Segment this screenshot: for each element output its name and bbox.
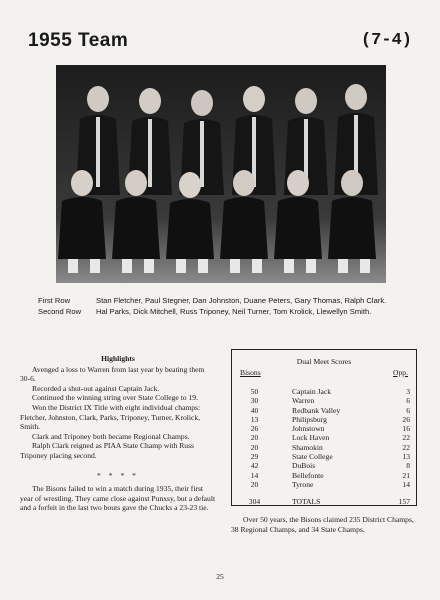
opponent-score: 13: [402, 452, 410, 462]
page-number: 25: [216, 572, 224, 581]
bisons-score: 30: [250, 396, 259, 406]
highlights-section: [20, 354, 216, 513]
page-title: 1955 Team: [28, 30, 129, 51]
opponent-score: 6: [406, 405, 410, 415]
caption-row-names: Hal Parks, Dick Mitchell, Russ Triponey, Neil Turner, Tom Krolick, Llewellyn Smith.: [96, 306, 372, 316]
section-divider-stars: * * * *: [97, 470, 139, 480]
opponent-score: 26: [402, 414, 410, 424]
opponent-score: 21: [402, 470, 410, 480]
highlight-paragraph: Avenged a loss to Warren from last year by beating them 30-6.: [20, 364, 205, 384]
caption-row: [38, 296, 418, 307]
opponent-score: 8: [406, 461, 410, 471]
table-row: [232, 461, 416, 470]
table-row: [232, 415, 416, 424]
bisons-score: 26: [250, 424, 259, 434]
highlight-paragraph: Ralph Clark reigned as PIAA State Champ with Russ Triponey placing second.: [20, 441, 194, 460]
team-photo-icon: [56, 65, 386, 283]
table-header: [232, 368, 416, 377]
bisons-score: 14: [250, 470, 259, 480]
table-row: [232, 424, 416, 433]
bisons-total: 304: [248, 497, 261, 507]
highlight-paragraph: Continued the winning string over State College to 19.: [32, 393, 198, 403]
table-row: [232, 387, 416, 396]
table-row: [232, 406, 416, 415]
season-record: (7-4): [360, 31, 412, 50]
bisons-score: 42: [250, 461, 259, 471]
opponent-name: Bellefonte: [292, 470, 324, 480]
totals-label: TOTALS: [292, 497, 321, 507]
bisons-score: 20: [250, 442, 259, 452]
summary-paragraph: Over 50 years, the Bisons claimed 235 District Champs, 38 Regional Champs, and 34 State Champs.: [231, 515, 414, 534]
caption-row: [38, 307, 418, 318]
opponent-name: State College: [292, 452, 333, 462]
opponent-name: Captain Jack: [292, 387, 332, 396]
opponent-name: Philipsburg: [292, 414, 327, 424]
opponent-score: 14: [402, 479, 410, 489]
opponent-name: Warren: [292, 396, 315, 406]
highlight-paragraph: Clark and Triponey both became Regional Champs.: [32, 431, 190, 441]
bisons-score: 40: [250, 405, 259, 415]
history-paragraph: The Bisons failed to win a match during 1935, their first year of wrestling. They came close against Punxsy, but a default and a forfeit in the last two bouts gave the Chucks a 23-23 tie.: [20, 484, 216, 513]
dual-meet-scores-table: [231, 349, 417, 506]
opponent-name: Tyrone: [292, 479, 314, 489]
table-body: [232, 387, 416, 489]
opponent-name: Redbank Valley: [292, 405, 341, 415]
opponent-name: Lock Haven: [292, 433, 330, 443]
opponent-total: 157: [398, 497, 410, 507]
table-row: [232, 471, 416, 480]
caption-row-label: Second Row: [38, 306, 82, 316]
highlights-title: Highlights: [101, 354, 135, 363]
caption-row-names: Stan Fletcher, Paul Stegner, Dan Johnston, Duane Peters, Gary Thomas, Ralph Clark.: [96, 296, 387, 305]
bisons-score: 20: [250, 433, 259, 443]
table-row: [232, 443, 416, 452]
table-row: [232, 396, 416, 405]
column-header-opp: Opp.: [393, 368, 408, 377]
bisons-score: 50: [250, 387, 259, 396]
table-row: [232, 452, 416, 461]
table-totals-row: [232, 497, 416, 507]
highlight-paragraph: Recorded a shut-out against Captain Jack.: [32, 383, 160, 393]
column-header-bisons: Bisons: [240, 368, 261, 377]
caption-row-label: First Row: [38, 296, 71, 305]
bisons-score: 13: [250, 414, 259, 424]
photo-caption: [38, 296, 418, 317]
bisons-score: 29: [250, 452, 259, 462]
opponent-score: 22: [402, 442, 410, 452]
opponent-score: 3: [406, 387, 410, 396]
opponent-score: 16: [402, 424, 410, 434]
opponent-score: 22: [402, 433, 410, 443]
highlight-paragraph: Won the District IX Title with eight individual champs: Fletcher, Johnston, Clark, Parks, Triponey, Turner, Krolick, Smith.: [20, 402, 201, 432]
opponent-name: Shamokin: [292, 442, 323, 452]
table-row: [232, 433, 416, 442]
table-title: Dual Meet Scores: [296, 357, 352, 366]
bisons-score: 20: [250, 479, 259, 489]
opponent-name: DuBois: [292, 461, 316, 471]
table-row: [232, 480, 416, 489]
opponent-score: 6: [406, 396, 410, 406]
opponent-name: Johnstown: [292, 424, 325, 434]
team-photo: [56, 65, 386, 283]
